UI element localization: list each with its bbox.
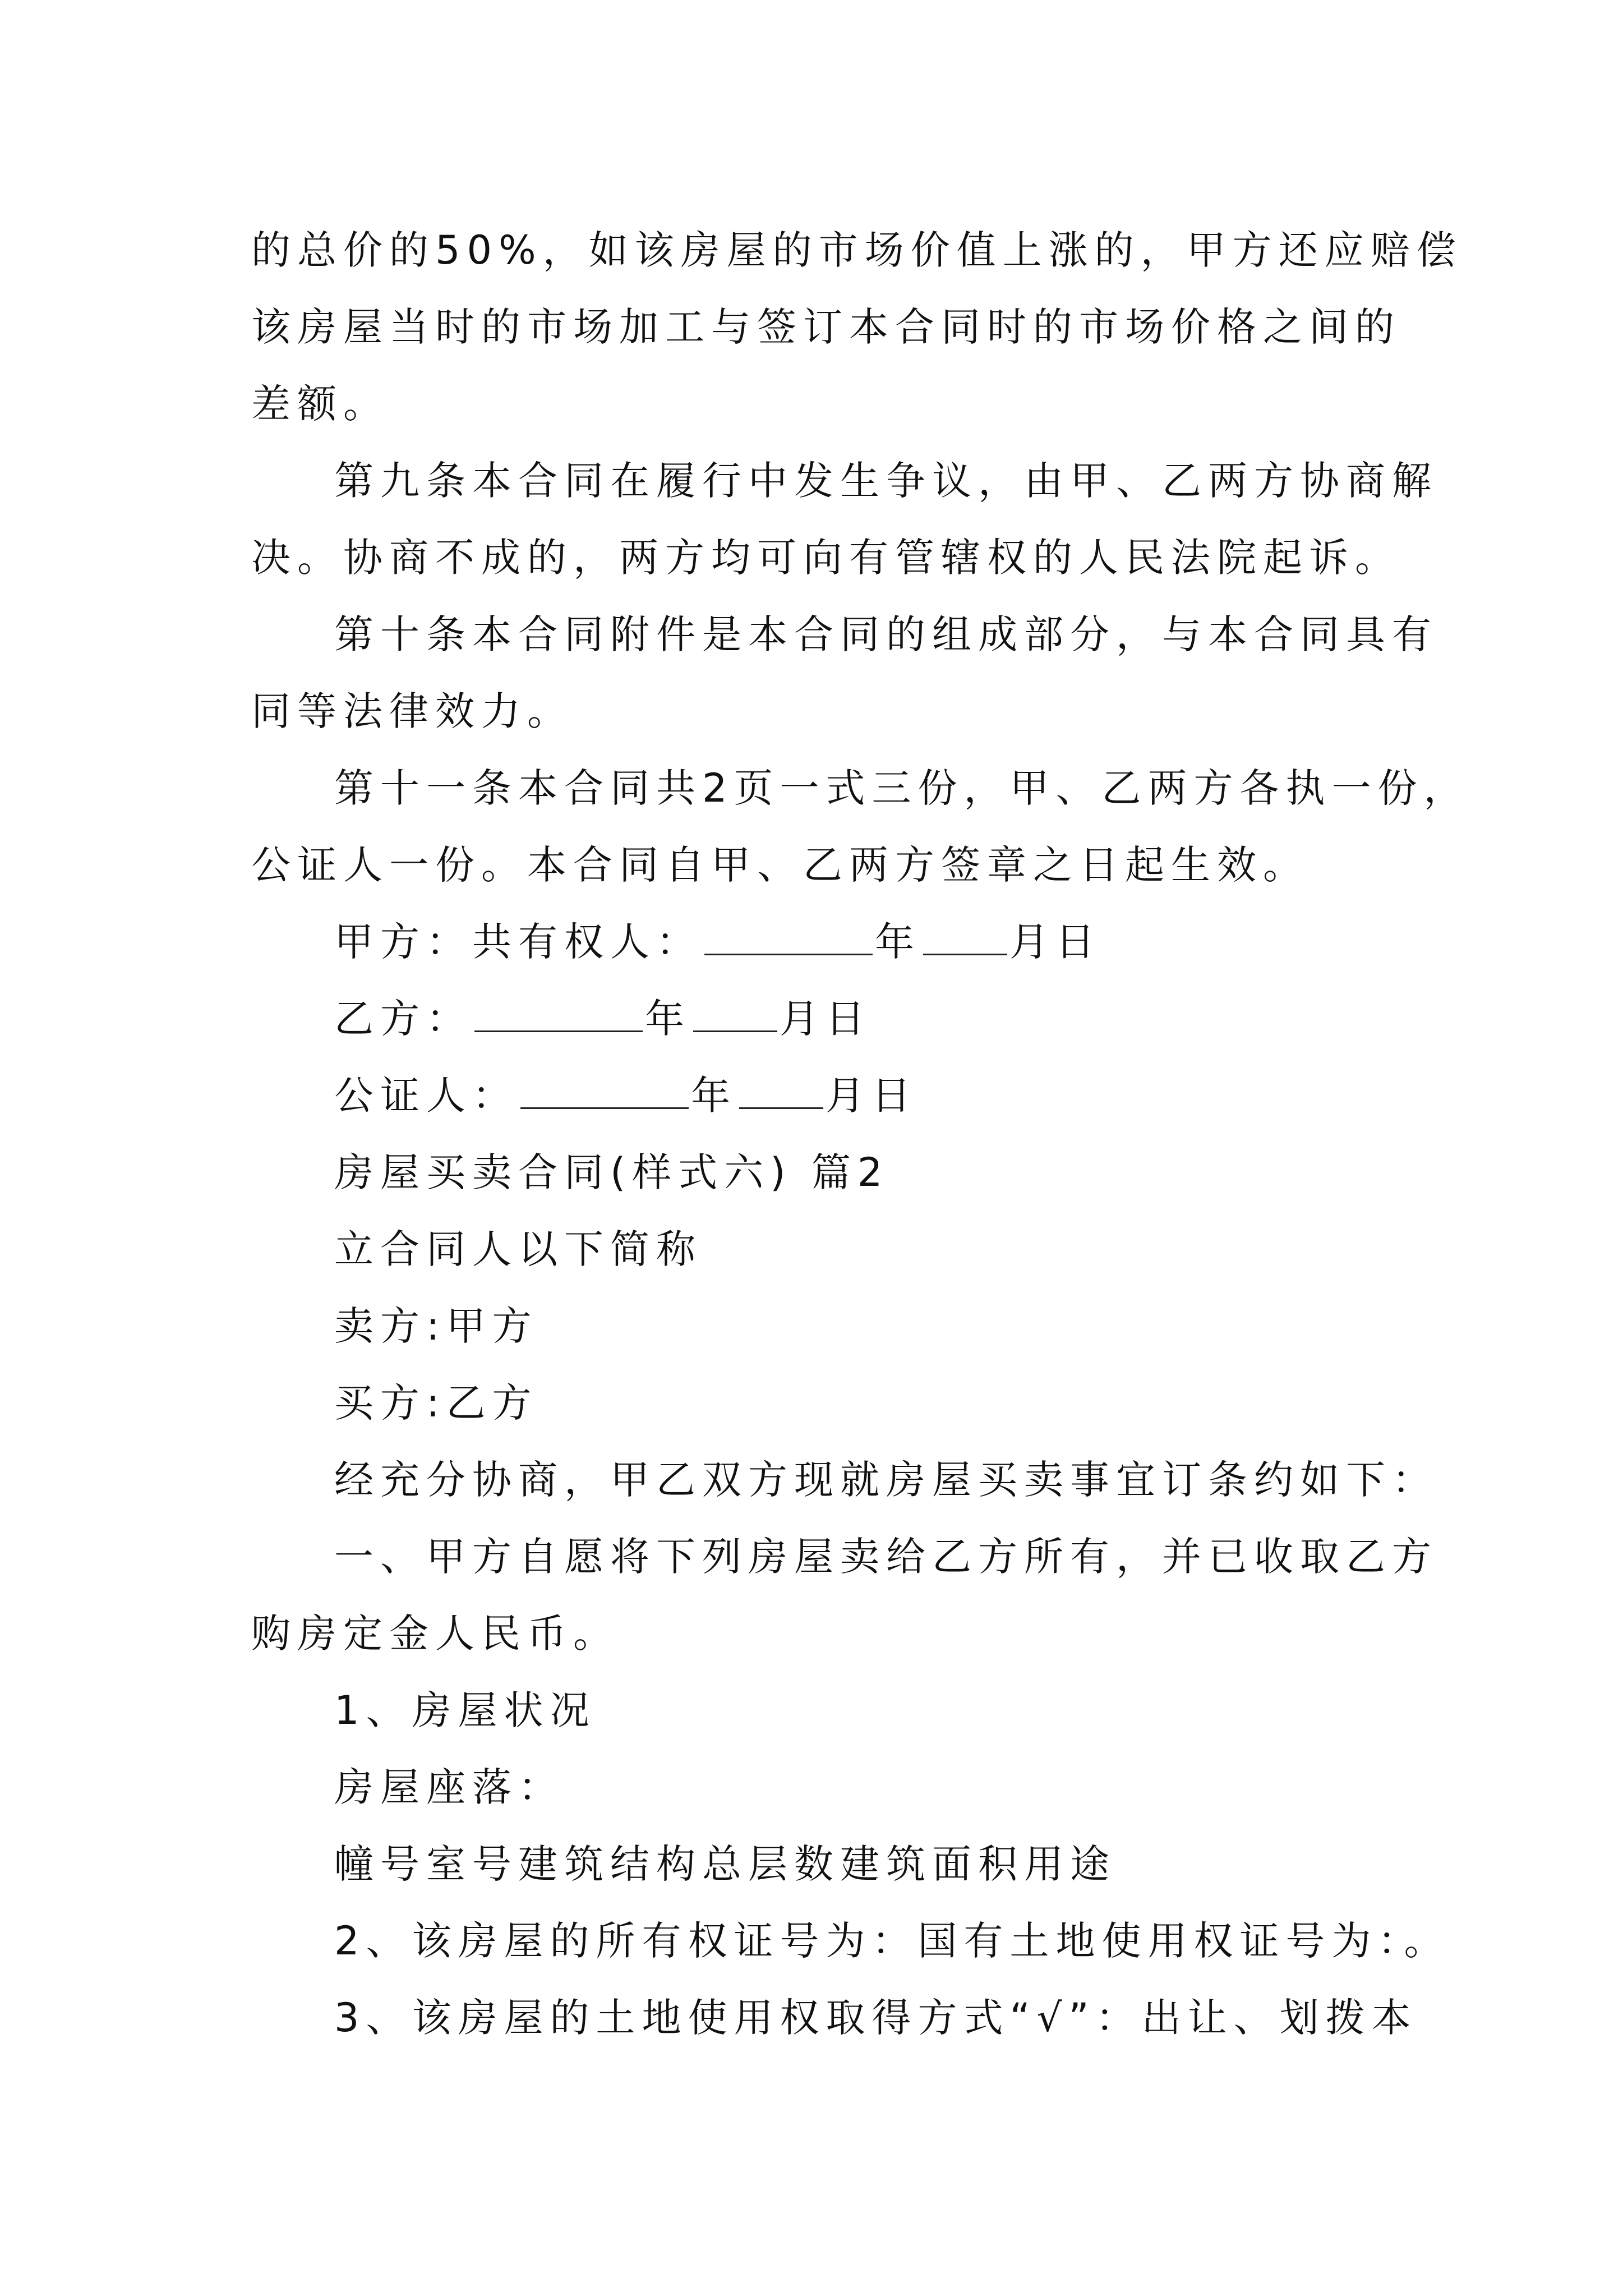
clause-1-line: 一、甲方自愿将下列房屋卖给乙方所有，并已收取乙方	[334, 1534, 1438, 1580]
month-blank	[739, 1068, 823, 1109]
signature-party-b	[251, 981, 1390, 1057]
clause-10-line: 第十条本合同附件是本合同的组成部分，与本合同具有	[334, 611, 1438, 657]
party-a-label: 甲方：共有权人：	[334, 919, 702, 965]
text-line: 经充分协商，甲乙双方现就房屋买卖事宜订条约如下：	[334, 1457, 1438, 1503]
item-1-line: 1、房屋状况	[334, 1687, 596, 1733]
month-blank	[923, 914, 1007, 955]
month-day-label: 月日	[780, 996, 872, 1042]
buyer-line: 买方:乙方	[334, 1380, 538, 1426]
text-line: 立合同人以下简称	[334, 1226, 702, 1272]
year-label: 年	[645, 996, 691, 1042]
text-line: 决。协商不成的，两方均可向有管辖权的人民法院起诉。	[251, 535, 1401, 581]
text-line: 的总价的50%，如该房屋的市场价值上涨的，甲方还应赔偿	[251, 227, 1463, 273]
text-line: 购房定金人民币。	[251, 1611, 619, 1657]
text-line: 幢号室号建筑结构总层数建筑面积用途	[334, 1841, 1116, 1887]
month-day-label: 月日	[826, 1073, 917, 1119]
month-day-label: 月日	[1009, 919, 1101, 965]
text-line: 该房屋当时的市场加工与签订本合同时的市场价格之间的	[251, 304, 1401, 350]
text-line: 同等法律效力。	[251, 688, 573, 734]
item-3-line: 3、该房屋的土地使用权取得方式“√”：出让、划拨本	[334, 1995, 1418, 2041]
signature-blank	[474, 991, 643, 1032]
seller-line: 卖方:甲方	[334, 1303, 538, 1349]
month-blank	[693, 991, 777, 1032]
notary-label: 公证人：	[334, 1073, 518, 1119]
signature-blank	[704, 914, 873, 955]
text-line: 差额。	[251, 381, 389, 427]
signature-blank	[520, 1068, 689, 1109]
signature-notary	[251, 1057, 1390, 1134]
party-b-label: 乙方：	[334, 996, 472, 1042]
document-body	[251, 212, 1470, 2056]
item-2-line: 2、该房屋的所有权证号为：国有土地使用权证号为：。	[334, 1918, 1450, 1964]
section-heading: 房屋买卖合同(样式六) 篇2	[334, 1149, 889, 1195]
text-line: 公证人一份。本合同自甲、乙两方签章之日起生效。	[251, 842, 1309, 888]
text-line: 房屋座落：	[334, 1764, 564, 1810]
year-label: 年	[691, 1073, 737, 1119]
clause-11-line: 第十一条本合同共2页一式三份，甲、乙两方各执一份，	[334, 765, 1470, 811]
clause-9-line: 第九条本合同在履行中发生争议，由甲、乙两方协商解	[334, 458, 1438, 504]
signature-party-a	[251, 904, 1390, 981]
year-label: 年	[875, 919, 921, 965]
